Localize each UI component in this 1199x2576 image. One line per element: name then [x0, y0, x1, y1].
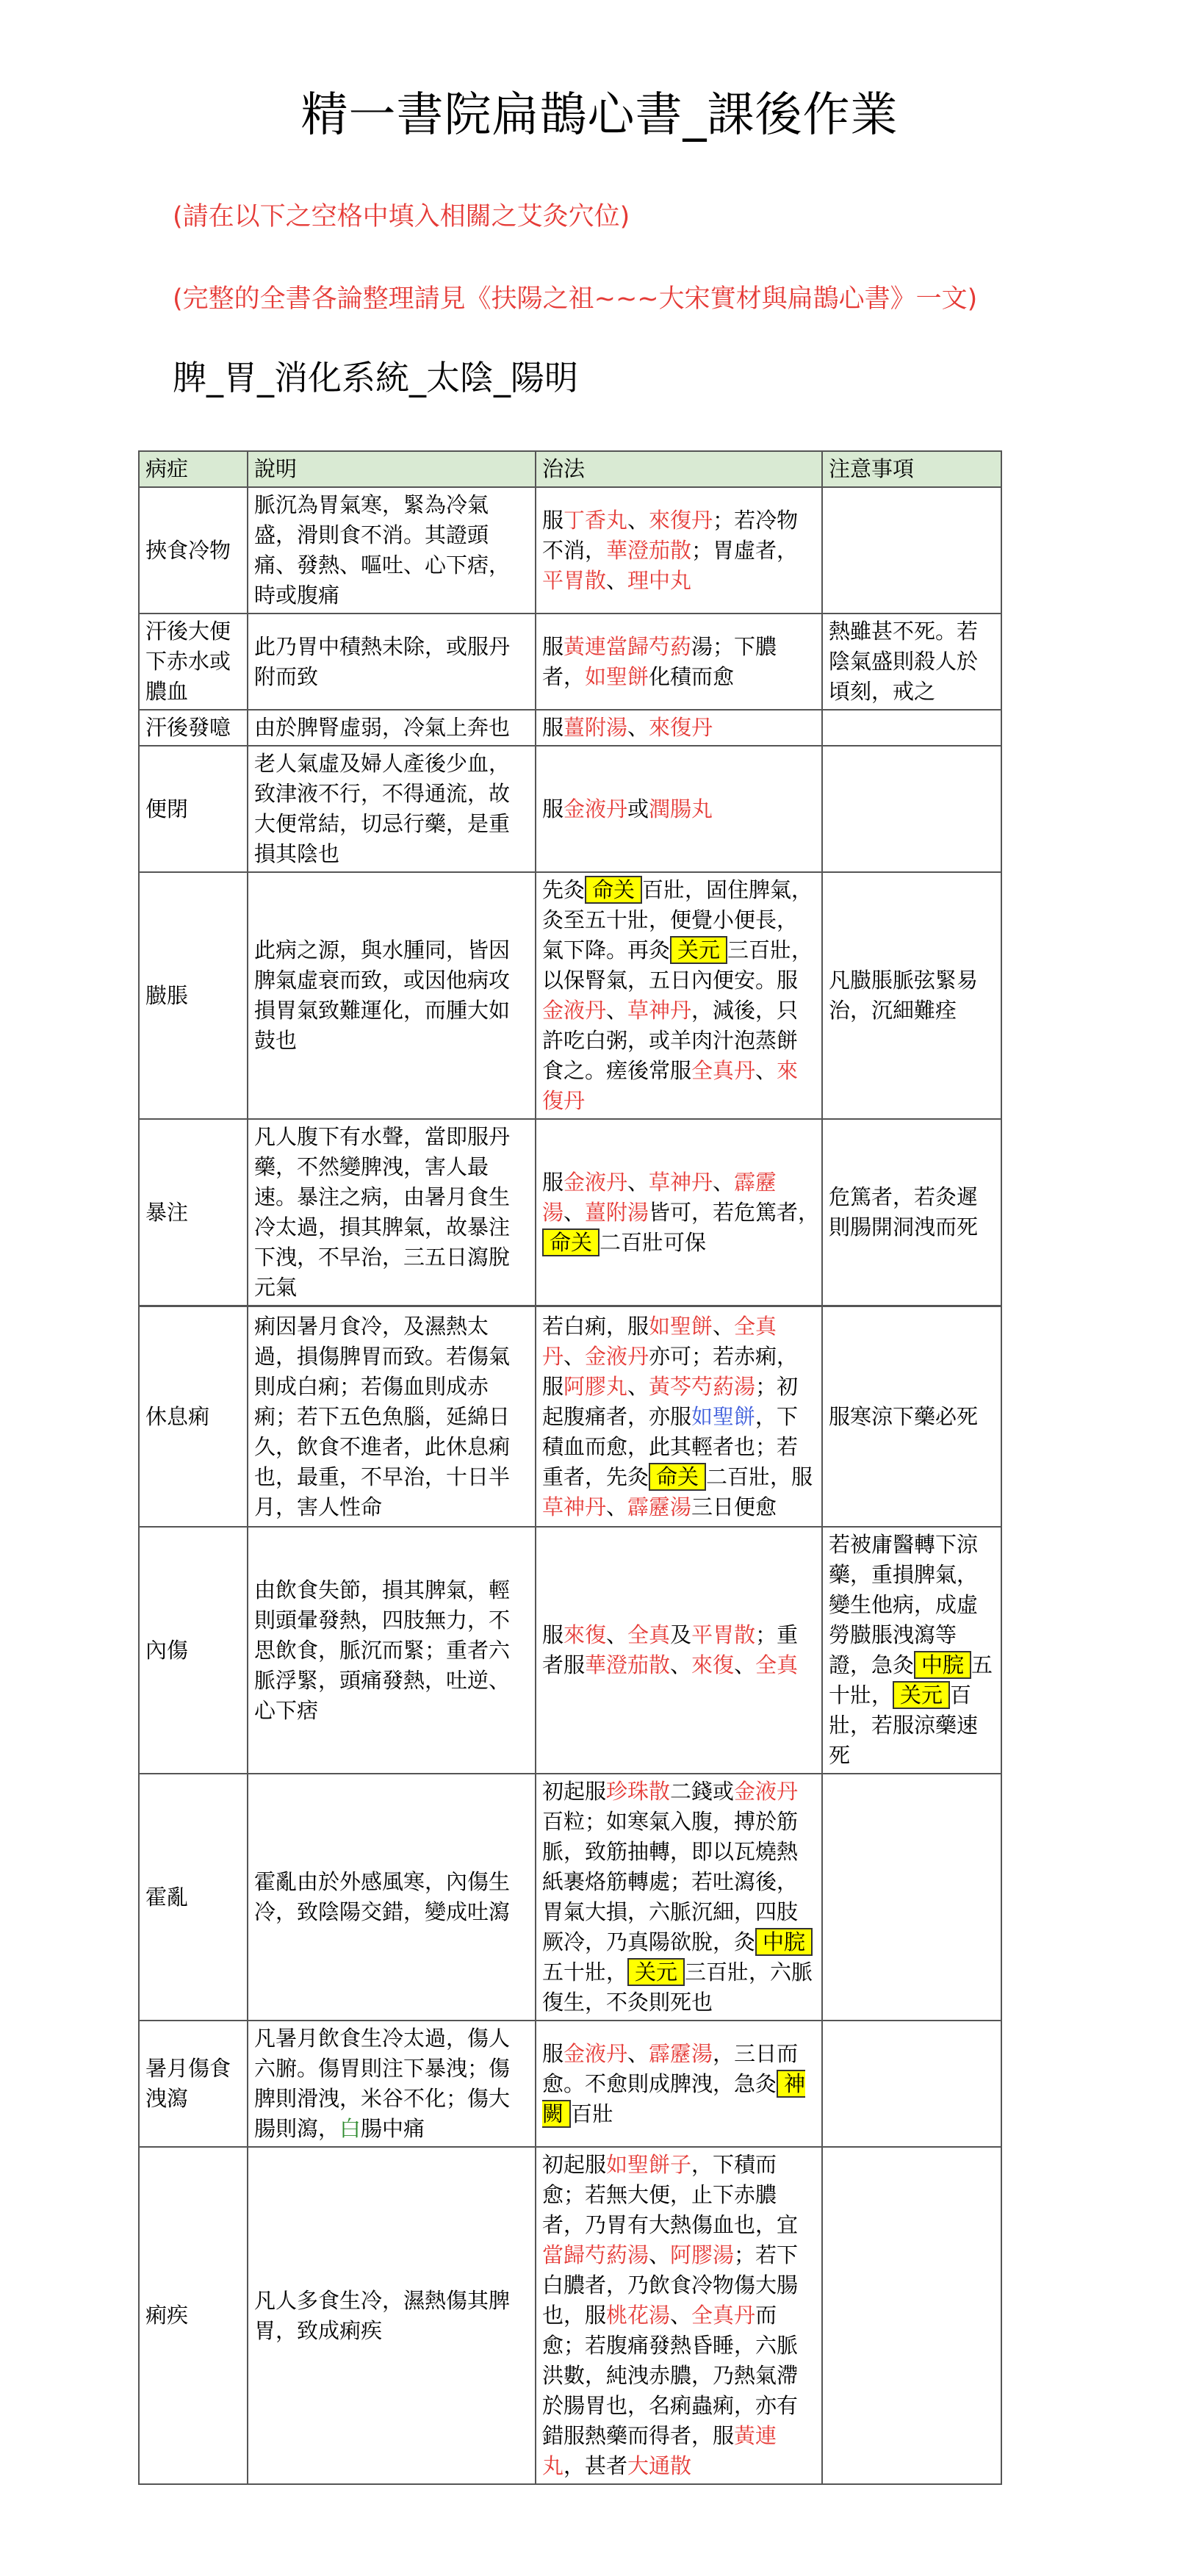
reference-note: (完整的全書各論整理請見《扶陽之祖~~~大宋實材與扁鵲心書》一文)	[173, 284, 978, 314]
text-segment: 及	[670, 1622, 692, 1647]
table-row	[139, 1527, 1001, 1774]
formula-name: 平胃散	[691, 1622, 756, 1647]
text-segment: ；重者服	[542, 1622, 799, 1677]
formula-name: 薑附湯	[585, 1199, 649, 1225]
condition-cell: 休息痢	[139, 1306, 248, 1527]
text-segment: 五十壯，	[829, 1652, 993, 1708]
formula-name: 來復	[564, 1622, 607, 1647]
description-cell: 此乃胃中積熱未除，或服丹附而致	[248, 614, 536, 710]
formula-name: 草神丹	[542, 1494, 607, 1519]
formula-name: 大通散	[627, 2453, 692, 2478]
condition-cell: 暑月傷食洩瀉	[139, 2021, 248, 2147]
description-cell: 老人氣虛及婦人產後少血，致津液不行，不得通流，故大便常結，切忌行藥，是重損其陰也	[248, 746, 536, 872]
text-segment: ，三日而愈。不愈則成脾洩，急灸	[542, 2040, 799, 2096]
table-row	[139, 746, 1001, 872]
formula-name: 來復丹	[649, 715, 713, 740]
text-segment: 服	[542, 1169, 564, 1195]
text-segment: 百壯	[571, 2101, 614, 2126]
description-cell: 脈沉為胃氣寒，緊為冷氣盛，滑則食不消。其證頭痛、發熱、嘔吐、心下痞，時或腹痛	[248, 487, 536, 614]
notes-cell: 危篤者，若灸遲則腸開洞洩而死	[822, 1119, 1001, 1306]
text-segment: 、	[627, 1373, 649, 1399]
text-segment: ，減後，只許吃白粥，或羊肉汁泡蒸餅食之。瘥後常服	[542, 998, 799, 1083]
text-segment: 、	[606, 1622, 628, 1647]
treatment-cell	[536, 2147, 822, 2484]
description-cell: 霍亂由於外感風寒，內傷生冷，致陰陽交錯，變成吐瀉	[248, 1774, 536, 2021]
treatment-cell	[536, 746, 822, 872]
text-segment: 三百壯，六脈復生，不灸則死也	[542, 1960, 813, 2015]
notes-cell: 凡臌脹脈弦緊易治，沉細難痊	[822, 872, 1001, 1119]
text-segment: 服	[542, 715, 564, 740]
formula-name: 理中丸	[627, 567, 692, 593]
text-segment: ；胃虛者，	[691, 537, 799, 563]
notes-cell	[822, 2147, 1001, 2484]
formula-name: 來復丹	[542, 1058, 799, 1113]
acupoint-answer-field[interactable]: 关元	[627, 1958, 685, 1986]
notes-cell	[822, 487, 1001, 614]
acupoint-answer-field[interactable]: 关元	[670, 936, 727, 964]
text-segment: 、	[713, 1169, 735, 1195]
header-treatment: 治法	[536, 451, 822, 487]
condition-cell: 霍亂	[139, 1774, 248, 2021]
text-segment: 、	[734, 1652, 756, 1677]
condition-cell: 挾食冷物	[139, 487, 248, 614]
treatment-cell	[536, 710, 822, 746]
acupoint-table-part2	[138, 1306, 1002, 2485]
text-segment: 、	[713, 1313, 735, 1339]
text-segment: 或	[627, 796, 649, 821]
notes-cell: 熱雖甚不死。若陰氣盛則殺人於頃刻，戒之	[822, 614, 1001, 710]
formula-name: 霹靂湯	[627, 1494, 692, 1519]
formula-name: 黃連丸	[542, 2423, 777, 2478]
notes-cell	[822, 746, 1001, 872]
acupoint-answer-field[interactable]: 关元	[893, 1681, 950, 1709]
formula-name: 金液丹	[564, 796, 628, 821]
formula-name: 全真丹	[691, 2303, 756, 2328]
formula-name: 阿膠丸	[564, 1373, 628, 1399]
text-segment: 二錢或	[670, 1779, 735, 1804]
formula-name: 華澄茄散	[606, 537, 692, 563]
acupoint-answer-field[interactable]: 中脘	[914, 1651, 971, 1679]
text-segment: 、	[670, 1652, 692, 1677]
header-description: 說明	[248, 451, 536, 487]
text-segment: 二百壯可保	[600, 1229, 707, 1255]
formula-name: 全真丹	[542, 1313, 777, 1369]
text-segment: ，下積血而愈，此其輕者也；若重者，先灸	[542, 1403, 799, 1489]
table-row	[139, 872, 1001, 1119]
page-title: 精一書院扁鵲心書_課後作業	[300, 88, 899, 143]
table-row	[139, 1774, 1001, 2021]
text-segment: 、	[755, 1058, 777, 1083]
treatment-cell	[536, 2021, 822, 2147]
condition-cell: 暴注	[139, 1119, 248, 1306]
acupoint-answer-field[interactable]: 神闕	[542, 2070, 806, 2126]
formula-name: 黃連當歸芍葯	[564, 633, 692, 659]
formula-name: 來復	[691, 1652, 735, 1677]
acupoint-answer-field[interactable]: 命关	[542, 1228, 600, 1256]
text-segment: 而愈；若腹痛發熱昏睡，六脈洪數，純洩赤膿，乃熱氣滯於腸胃也，名痢蟲痢，亦有錯服熱藥而得者，服	[542, 2303, 799, 2448]
acupoint-answer-field[interactable]: 中脘	[755, 1928, 813, 1956]
acupoint-answer-field[interactable]: 命关	[585, 876, 642, 904]
section-subtitle: 脾_胃_消化系統_太陰_陽明	[173, 358, 578, 397]
formula-name: 華澄茄散	[585, 1652, 671, 1677]
formula-name: 阿膠湯	[670, 2242, 735, 2267]
formula-name: 桃花湯	[606, 2303, 671, 2328]
text-segment: 百壯，固住脾氣，灸至五十壯，便覺小便長，氣下降。再灸	[542, 877, 813, 963]
formula-name: 霹靂湯	[542, 1169, 777, 1225]
text-segment: 若被庸醫轉下涼藥，重損脾氣，變生他病，成虛勞臌脹洩瀉等證，急灸	[829, 1532, 979, 1677]
formula-name: 珍珠散	[606, 1779, 671, 1804]
formula-name: 全真	[627, 1622, 671, 1647]
formula-name: 金液丹	[542, 998, 607, 1023]
text-segment: 湯；下膿者，	[542, 633, 777, 689]
acupoint-table-part1	[138, 450, 1002, 1306]
text-segment: 服	[542, 507, 564, 533]
text-segment: 化積而愈	[649, 663, 735, 689]
text-segment: 先灸	[542, 877, 586, 902]
description-cell: 由於脾腎虛弱，冷氣上奔也	[248, 710, 536, 746]
text-segment: 亦可；若赤痢，服	[542, 1343, 799, 1399]
description-cell: 凡人多食生冷，濕熱傷其脾胃，致成痢疾	[248, 2147, 536, 2484]
text-segment: 二百壯，服	[706, 1464, 813, 1489]
header-notes: 注意事項	[822, 451, 1001, 487]
formula-name: 丁香丸	[564, 507, 628, 533]
formula-name: 如聖餅子	[606, 2152, 692, 2177]
acupoint-answer-field[interactable]: 命关	[649, 1463, 706, 1491]
formula-name: 平胃散	[542, 567, 607, 593]
text-segment: ；初起腹痛者，亦服	[542, 1373, 799, 1429]
treatment-cell	[536, 872, 822, 1119]
formula-name: 霹靂湯	[649, 2040, 713, 2066]
formula-name: 金液丹	[734, 1779, 799, 1804]
table-header-row	[139, 451, 1001, 487]
formula-name: 黃芩芍葯湯	[649, 1373, 756, 1399]
description-cell	[248, 2021, 536, 2147]
formula-name: 如聖餅	[691, 1403, 756, 1429]
description-cell: 由飲食失節，損其脾氣，輕則頭暈發熱，四肢無力，不思飲食，脈沉而緊；重者六脈浮緊，頭痛發熱，吐逆、心下痞	[248, 1527, 536, 1774]
text-segment: 腸中痛	[361, 2116, 425, 2141]
notes-cell	[822, 1527, 1001, 1774]
text-segment: 百壯，若服涼藥速死	[829, 1683, 979, 1768]
text-segment: 、	[649, 2242, 671, 2267]
text-segment: 三日便愈	[691, 1494, 777, 1519]
condition-cell: 臌脹	[139, 872, 248, 1119]
table-row	[139, 1306, 1001, 1527]
formula-name: 金液丹	[564, 1169, 628, 1195]
text-segment: 皆可，若危篤者，	[649, 1199, 830, 1225]
text-segment: 三百壯，以保腎氣，五日內便安。服	[542, 938, 813, 993]
formula-name: 草神丹	[627, 998, 692, 1023]
text-segment: 服	[542, 796, 564, 821]
table-row	[139, 2021, 1001, 2147]
text-segment: 服	[542, 633, 564, 659]
formula-name: 當歸芍葯湯	[542, 2242, 649, 2267]
header-condition: 病症	[139, 451, 248, 487]
notes-cell	[822, 2021, 1001, 2147]
highlighted-text: 白	[339, 2116, 361, 2141]
condition-cell: 汗後大便下赤水或膿血	[139, 614, 248, 710]
text-segment: 、	[606, 1494, 628, 1519]
table-row	[139, 614, 1001, 710]
table-row	[139, 710, 1001, 746]
notes-cell: 服寒涼下藥必死	[822, 1306, 1001, 1527]
condition-cell: 汗後發噫	[139, 710, 248, 746]
notes-cell	[822, 1774, 1001, 2021]
condition-cell: 痢疾	[139, 2147, 248, 2484]
text-segment: 百粒；如寒氣入腹，搏於筋脈，致筋抽轉，即以瓦燒熱紙裹烙筋轉處；若吐瀉後，胃氣大損，六脈沉細，四肢厥冷，乃真陽欲脫，灸	[542, 1809, 799, 1954]
treatment-cell	[536, 1119, 830, 1306]
formula-name: 草神丹	[649, 1169, 713, 1195]
text-segment: 、	[606, 998, 628, 1023]
instruction-note: (請在以下之空格中填入相關之艾灸穴位)	[173, 202, 630, 231]
table-row	[139, 2147, 1001, 2484]
formula-name: 如聖餅	[649, 1313, 713, 1339]
formula-name: 金液丹	[585, 1343, 649, 1369]
formula-name: 薑附湯	[564, 715, 628, 740]
treatment-cell	[536, 1306, 822, 1527]
treatment-cell	[536, 614, 822, 710]
description-cell: 凡人腹下有水聲，當即服丹藥，不然變脾洩，害人最速。暴注之病，由暑月食生冷太過，損其脾氣，故暴注下洩，不早治，三五日瀉脫元氣	[248, 1119, 536, 1306]
text-segment: 、	[627, 507, 649, 533]
formula-name: 如聖餅	[585, 663, 649, 689]
text-segment: 、	[627, 2040, 649, 2066]
table-row	[139, 487, 1001, 614]
text-segment: 、	[564, 1343, 586, 1369]
formula-name: 金液丹	[564, 2040, 628, 2066]
text-segment: ，下積而愈；若無大便，止下赤膿者，乃胃有大熱傷血也，宜	[542, 2152, 799, 2237]
text-segment: ，甚者	[564, 2453, 628, 2478]
text-segment: 若白痢，服	[542, 1313, 649, 1339]
treatment-cell	[536, 487, 822, 614]
description-cell: 痢因暑月食冷，及濕熱太過，損傷脾胃而致。若傷氣則成白痢；若傷血則成赤痢；若下五色魚腦，延綿日久，飲食不進者，此休息痢也，最重，不早治，十日半月，害人性命	[248, 1306, 536, 1527]
text-segment: 、	[627, 1169, 649, 1195]
text-segment: ；若下白膿者，乃飲食冷物傷大腸也，服	[542, 2242, 799, 2328]
formula-name: 來復丹	[649, 507, 713, 533]
text-segment: 服	[542, 1622, 564, 1647]
formula-name: 全真	[755, 1652, 799, 1677]
text-segment: 、	[670, 2303, 692, 2328]
text-segment: 、	[627, 715, 649, 740]
text-segment: 初起服	[542, 2152, 607, 2177]
treatment-cell	[536, 1527, 822, 1774]
condition-cell: 便閉	[139, 746, 248, 872]
text-segment: ；若冷物不消，	[542, 507, 799, 563]
text-segment: 五十壯，	[542, 1960, 628, 1985]
condition-cell: 內傷	[139, 1527, 248, 1774]
notes-cell	[822, 710, 1001, 746]
text-segment: 服	[542, 2040, 564, 2066]
treatment-cell	[536, 1774, 822, 2021]
description-cell: 此病之源，與水腫同，皆因脾氣虛衰而致，或因他病攻損胃氣致難運化，而腫大如鼓也	[248, 872, 536, 1119]
table-row	[139, 1119, 1001, 1306]
text-segment: 、	[564, 1199, 586, 1225]
formula-name: 潤腸丸	[649, 796, 713, 821]
text-segment: 初起服	[542, 1779, 607, 1804]
text-segment: 、	[606, 567, 628, 593]
text-segment: 凡暑月飲食生冷太過，傷人六腑。傷胃則注下暴洩；傷脾則滑洩，米谷不化；傷大腸則瀉，	[254, 2026, 511, 2141]
formula-name: 全真丹	[691, 1058, 756, 1083]
